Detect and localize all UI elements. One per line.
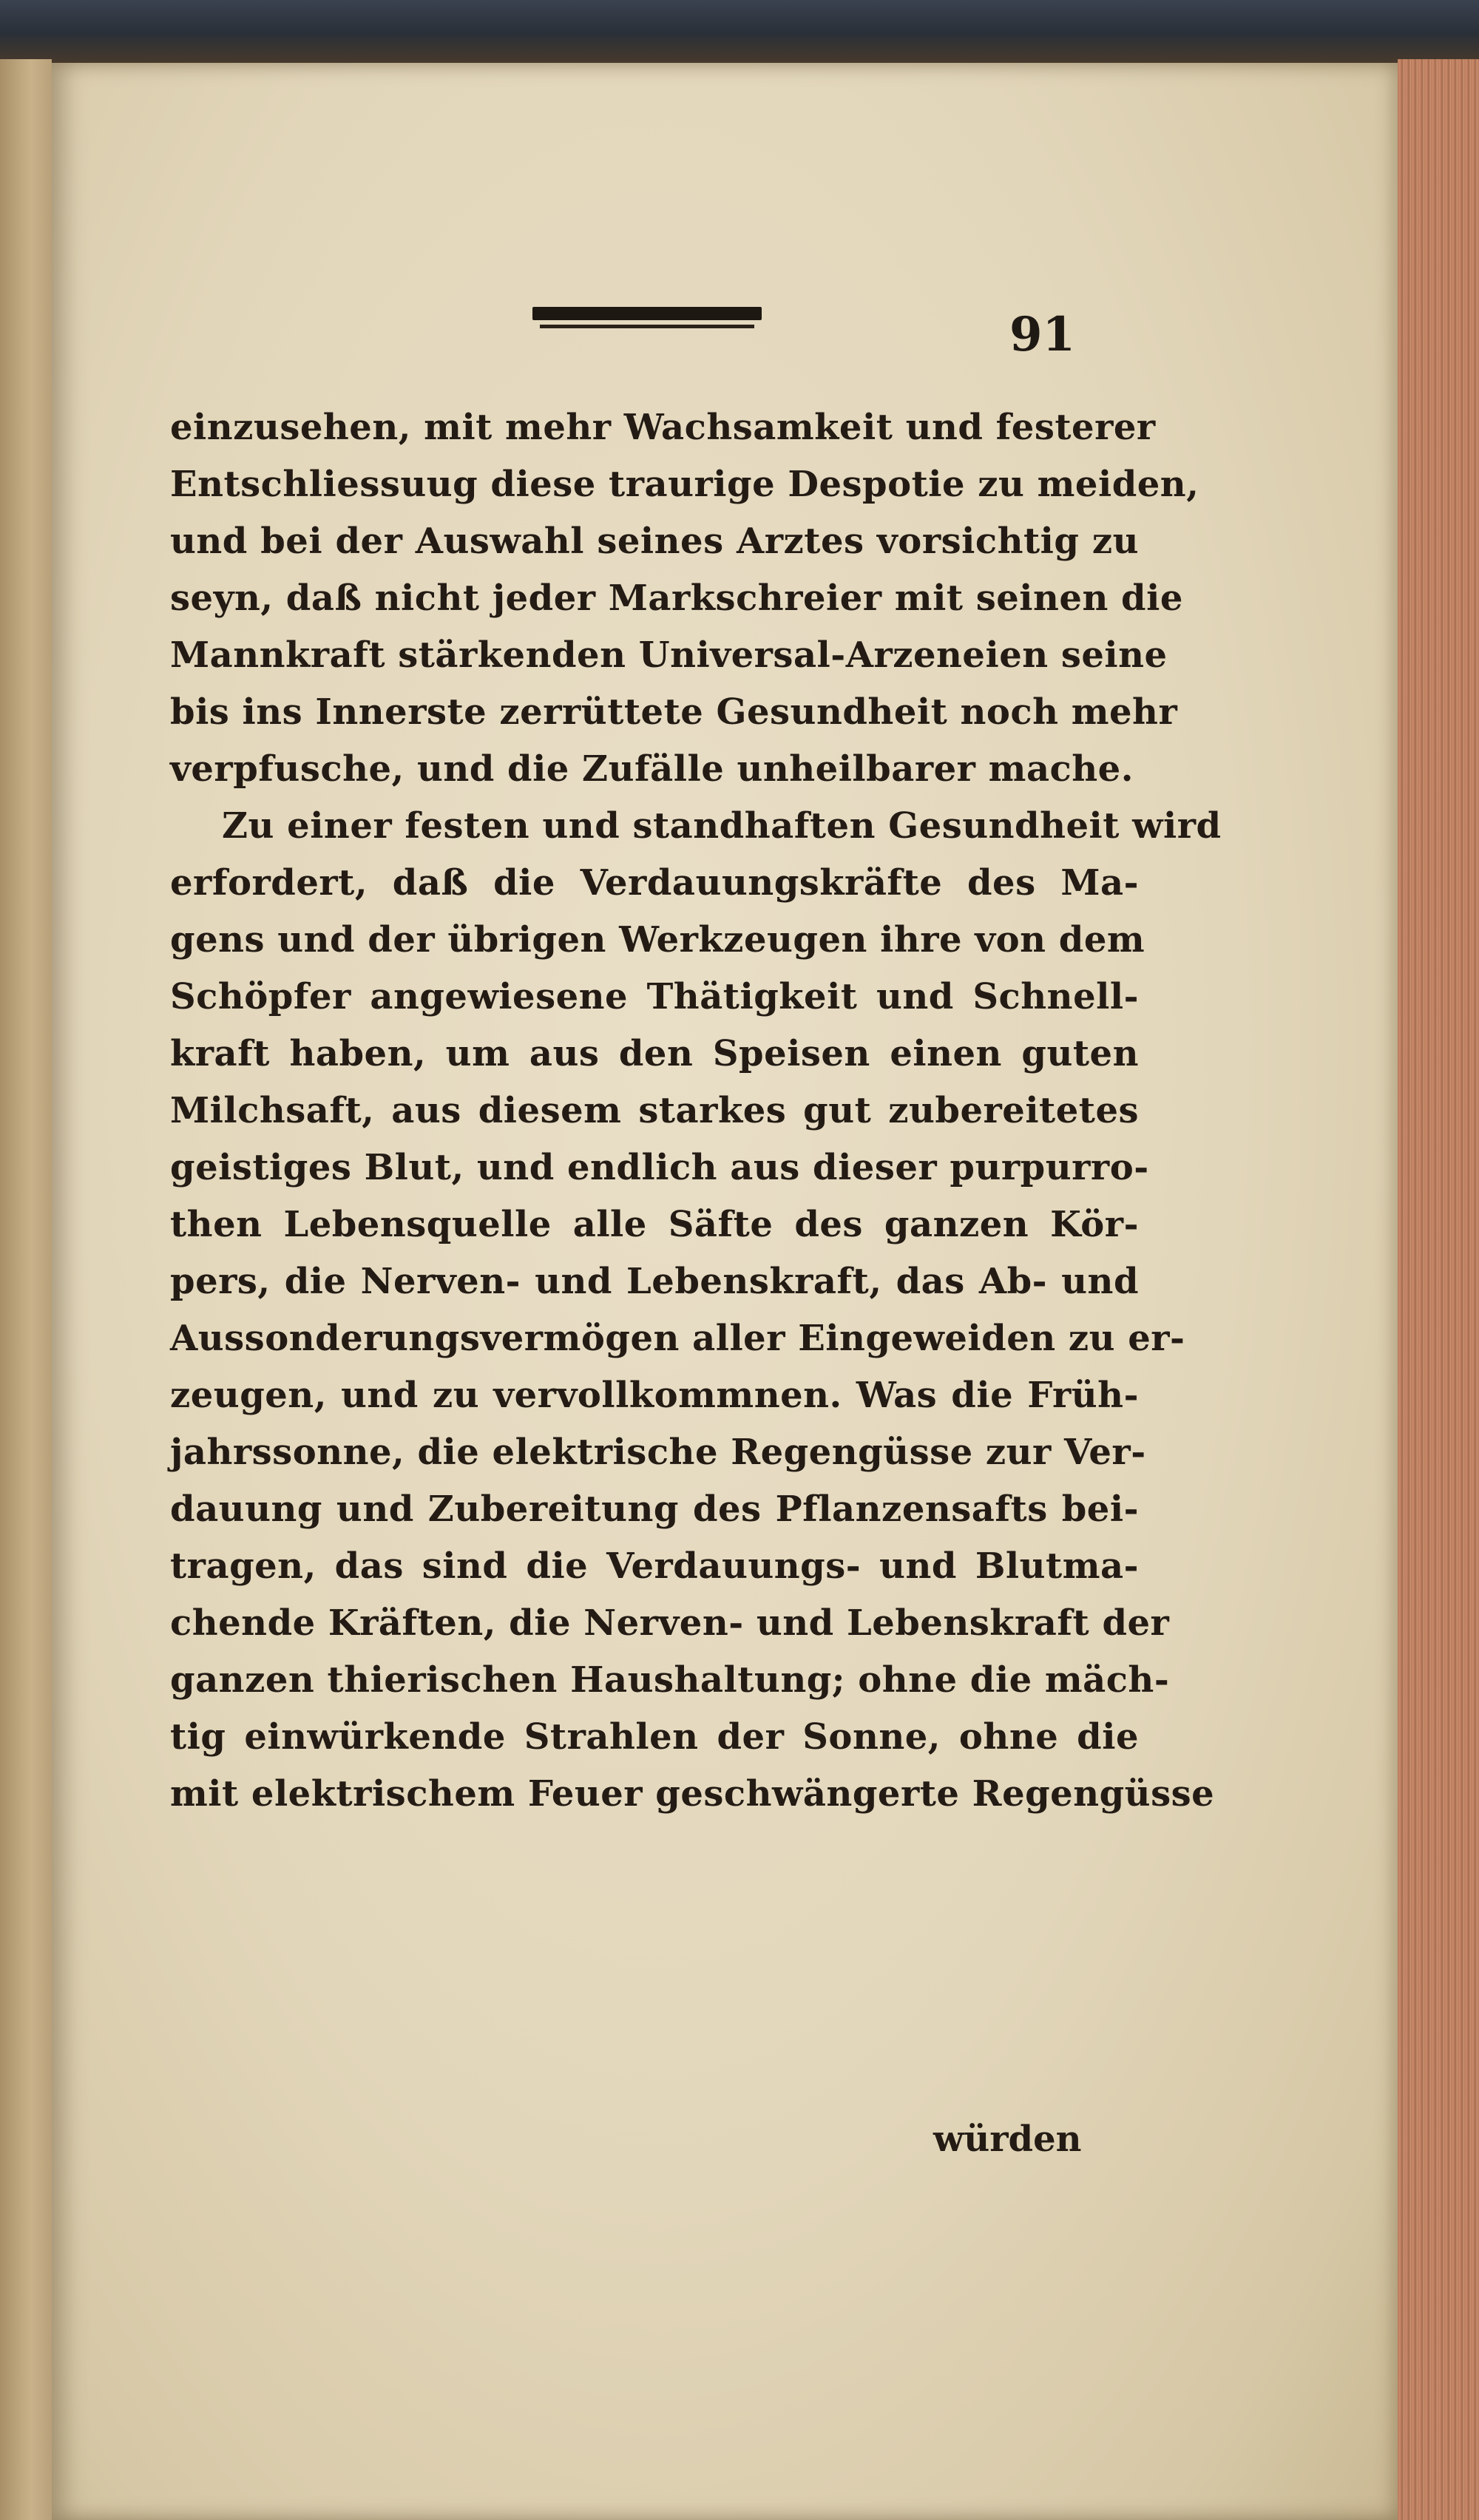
page-number: 91 (1009, 307, 1076, 362)
text-line: zeugen, und zu vervollkommnen. Was die Früh- (170, 1375, 1139, 1416)
text-line: Schöpfer angewiesene Thätigkeit und Schnell- (170, 976, 1139, 1017)
facing-page-edge (0, 59, 52, 2520)
text-line: jahrssonne, die elektrische Regengüsse zur Ver- (170, 1432, 1146, 1473)
page-block-edge (1398, 59, 1479, 2520)
text-line: einzusehen, mit mehr Wachsamkeit und festerer (170, 407, 1156, 448)
text-line: pers, die Nerven- und Lebenskraft, das Ab- und (170, 1261, 1139, 1302)
text-line: und bei der Auswahl seines Arztes vorsichtig zu (170, 521, 1139, 562)
text-line: tragen, das sind die Verdauungs- und Blutma- (170, 1545, 1139, 1587)
text-line: seyn, daß nicht jeder Markschreier mit seinen die (170, 578, 1183, 619)
text-line: Milchsaft, aus diesem starkes gut zubereitetes (170, 1090, 1139, 1131)
text-line: geistiges Blut, und endlich aus dieser purpurro- (170, 1147, 1149, 1188)
text-line: Entschliessuug diese traurige Despotie zu meiden, (170, 464, 1199, 505)
body-text (170, 399, 1222, 1823)
text-line: Mannkraft stärkenden Universal-Arzeneien seine (170, 634, 1168, 676)
text-line: verpfusche, und die Zufälle unheilbarer mache. (170, 748, 1134, 790)
text-line: dauung und Zubereitung des Pflanzensafts bei- (170, 1488, 1139, 1530)
book-cover-edge (0, 0, 1479, 67)
text-line: then Lebensquelle alle Säfte des ganzen Kör- (170, 1204, 1139, 1245)
text-line: chende Kräften, die Nerven- und Lebenskraft der (170, 1602, 1170, 1644)
text-line: gens und der übrigen Werkzeugen ihre von dem (170, 919, 1145, 961)
text-line: bis ins Innerste zerrüttete Gesundheit noch mehr (170, 691, 1178, 733)
text-line: erfordert, daß die Verdauungskräfte des Ma- (170, 862, 1139, 904)
text-line: Aussonderungsvermögen aller Eingeweiden zu er- (170, 1318, 1185, 1359)
text-line: ganzen thierischen Haushaltung; ohne die mäch- (170, 1659, 1170, 1701)
header-rule-thick (532, 307, 762, 320)
text-line: kraft haben, um aus den Speisen einen guten (170, 1033, 1139, 1074)
paragraph-start-line: Zu einer festen und standhaften Gesundheit wird (222, 805, 1222, 847)
header-rule (532, 307, 762, 335)
text-line: mit elektrischem Feuer geschwängerte Regengüsse (170, 1773, 1215, 1815)
catchword: würden (933, 2118, 1082, 2160)
header-rule-thin (540, 325, 754, 328)
text-line: tig einwürkende Strahlen der Sonne, ohne die (170, 1716, 1139, 1758)
